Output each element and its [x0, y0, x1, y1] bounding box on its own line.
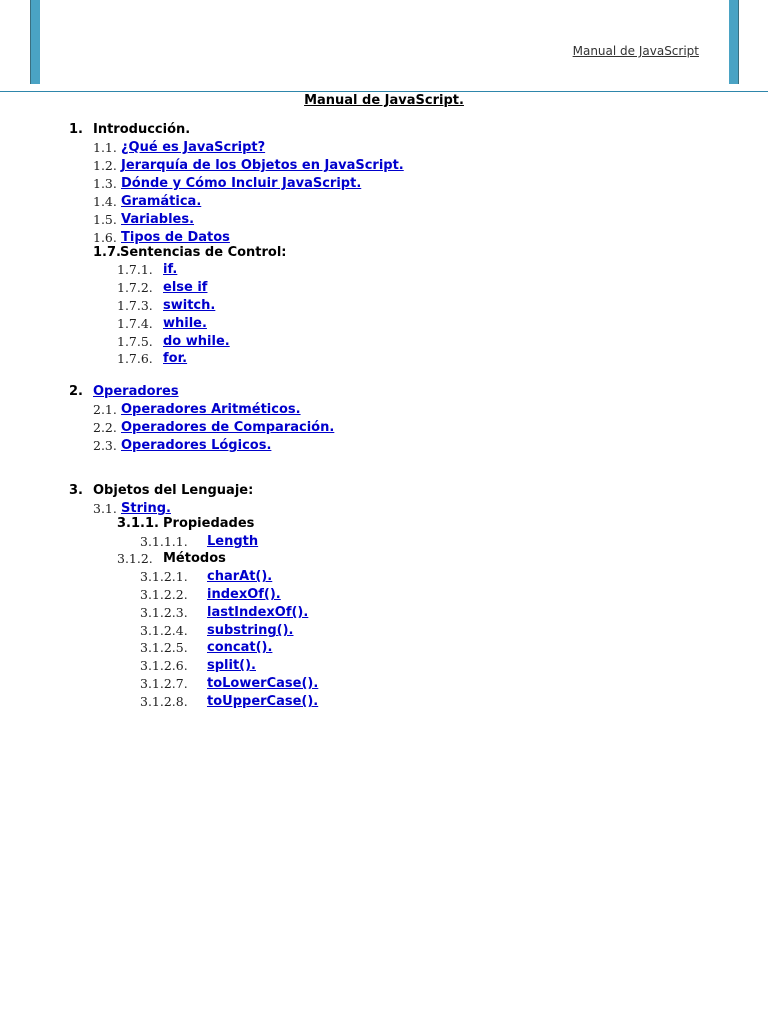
toc-entry-link[interactable]: indexOf(). — [207, 587, 281, 602]
toc-entry-link[interactable]: Operadores Aritméticos. — [121, 402, 301, 417]
document-title: Manual de JavaScript. — [304, 93, 464, 108]
toc-entry-link[interactable]: Variables. — [121, 212, 195, 227]
toc-entry-number: 3.1. — [93, 501, 117, 516]
toc-entry-link[interactable]: if. — [163, 262, 178, 277]
toc-entry-number: 3.1.2.1. — [140, 569, 188, 584]
toc-entry-number: 1.7.6. — [117, 351, 153, 366]
toc-entry-number: 1.2. — [93, 158, 117, 173]
toc-entry-number: 3.1.2.6. — [140, 658, 188, 673]
toc-entry-number: 3.1.1.1. — [140, 534, 188, 549]
toc-entry-number: 3.1.2.5. — [140, 640, 188, 655]
toc-entry-link[interactable]: else if — [163, 280, 208, 295]
toc-entry-number: 2.1. — [93, 402, 117, 417]
toc-entry-number: 1.7.5. — [117, 334, 153, 349]
toc-entry-link[interactable]: ¿Qué es JavaScript? — [121, 140, 266, 155]
toc-entry-link[interactable]: while. — [163, 316, 207, 331]
toc-entry-number: 1.4. — [93, 194, 117, 209]
toc-entry-link[interactable]: substring(). — [207, 623, 294, 638]
toc-entry-number: 1.1. — [93, 140, 117, 155]
toc-entry-link[interactable]: Operadores Lógicos. — [121, 438, 272, 453]
header-title: Manual de JavaScript — [572, 44, 699, 58]
toc-entry-heading: Objetos del Lenguaje: — [93, 483, 254, 498]
toc-entry-heading: Métodos — [163, 551, 226, 566]
toc-entry-link[interactable]: Dónde y Cómo Incluir JavaScript. — [121, 176, 362, 191]
toc-entry-number: 3. — [69, 483, 83, 498]
toc-entry-number: 3.1.2.2. — [140, 587, 188, 602]
toc-entry-link[interactable]: String. — [121, 501, 171, 516]
toc-entry-number: 1. — [69, 122, 83, 137]
toc-entry-link[interactable]: Jerarquía de los Objetos en JavaScript. — [121, 158, 404, 173]
toc-entry-heading: Introducción. — [93, 122, 191, 137]
toc-entry-number: 1.7.3. — [117, 298, 153, 313]
toc-entry-number: 3.1.2.3. — [140, 605, 188, 620]
toc-entry-link[interactable]: lastIndexOf(). — [207, 605, 309, 620]
toc-entry-number: 3.1.2.7. — [140, 676, 188, 691]
toc-entry-number: 2.3. — [93, 438, 117, 453]
toc-entry-number: 3.1.2.8. — [140, 694, 188, 709]
toc-entry-link[interactable]: Tipos de Datos — [121, 230, 230, 245]
header-rule — [0, 91, 768, 92]
toc-entry-link[interactable]: Operadores — [93, 384, 179, 399]
left-accent-bar — [30, 0, 40, 84]
toc-entry-number: 3.1.2.4. — [140, 623, 188, 638]
toc-entry-link[interactable]: toUpperCase(). — [207, 694, 319, 709]
toc-entry-number: 1.7. — [93, 245, 121, 260]
toc-entry-number: 1.7.4. — [117, 316, 153, 331]
toc-entry-number: 1.3. — [93, 176, 117, 191]
toc-entry-number: 1.7.2. — [117, 280, 153, 295]
toc-entry-number: 1.5. — [93, 212, 117, 227]
toc-entry-number: 2.2. — [93, 420, 117, 435]
toc-entry-number: 3.1.2. — [117, 551, 153, 566]
toc-entry-number: 3.1.1. — [117, 516, 159, 531]
toc-entry-link[interactable]: split(). — [207, 658, 256, 673]
toc-entry-number: 1.7.1. — [117, 262, 153, 277]
toc-entry-number: 2. — [69, 384, 83, 399]
toc-entry-link[interactable]: Operadores de Comparación. — [121, 420, 335, 435]
toc-entry-heading: Propiedades — [163, 516, 255, 531]
right-accent-bar — [729, 0, 739, 84]
toc-entry-link[interactable]: do while. — [163, 334, 230, 349]
toc-entry-link[interactable]: charAt(). — [207, 569, 273, 584]
toc-entry-link[interactable]: switch. — [163, 298, 216, 313]
toc-entry-number: 1.6. — [93, 230, 117, 245]
toc-entry-heading: Sentencias de Control: — [120, 245, 287, 260]
toc-entry-link[interactable]: Gramática. — [121, 194, 202, 209]
toc-entry-link[interactable]: toLowerCase(). — [207, 676, 319, 691]
toc-entry-link[interactable]: Length — [207, 534, 259, 549]
toc-entry-link[interactable]: for. — [163, 351, 188, 366]
toc-entry-link[interactable]: concat(). — [207, 640, 273, 655]
